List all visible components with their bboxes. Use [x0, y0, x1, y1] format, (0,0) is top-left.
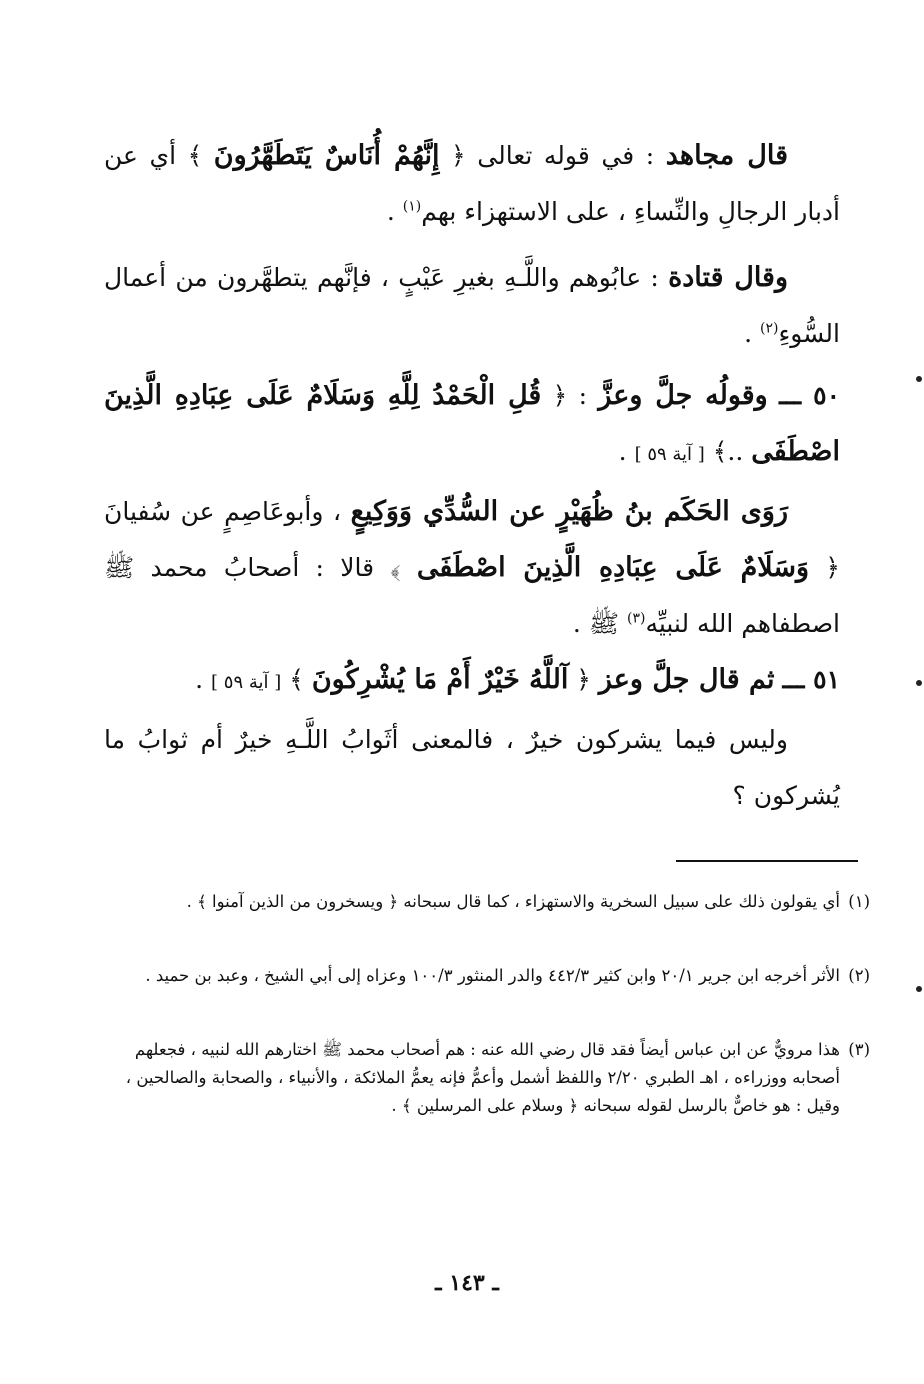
footnote-ref[interactable]: (١) — [402, 198, 422, 215]
text-run: : ﴿ — [541, 381, 599, 410]
paragraph-qatada — [104, 250, 840, 362]
quran-quote: إِنَّهُمْ أُنَاسٌ يَتَطَهَّرُونَ — [213, 140, 440, 171]
margin-speck — [916, 680, 922, 686]
text-run: وليس فيما يشركون خيرٌ ، فالمعنى أثَوابُ اللَّـهِ خيرٌ أم ثوابُ ما يُشركون ؟ — [104, 725, 840, 810]
paragraph-mujahid — [104, 128, 840, 240]
section-number: ٥١ ـــ — [782, 665, 840, 694]
text-run: ﴿ — [568, 665, 599, 694]
margin-speck — [916, 986, 922, 992]
quran-quote: وَسَلَامٌ عَلَى عِبَادِهِ الَّذِينَ اصْطَفَى — [416, 552, 810, 583]
footnote-text: هذا مرويٌّ عن ابن عباس أيضاً فقد قال رضي الله عنه : هم أصحاب محمد ﷺ اختارهم الله لنبيه ، فجعلهم أصحابه ووزراءه ، اهـ الطبري ٢/٢٠ واللفظ أشمل وأعمُّ فإنه يعمُّ الملائكة ، والأنبياء ، والصحابة والصالحين ، وقيل : هو خاصٌّ بالرسل لقوله سبحانه ﴿ وسلام على المرسلين ﴾ . — [125, 1040, 840, 1115]
footnote-ref[interactable]: (٢) — [759, 320, 779, 337]
footnote-number: (٢) — [848, 966, 870, 985]
margin-speck — [916, 376, 922, 382]
quran-quote: آللَّهُ خَيْرٌ أَمْ مَا يُشْرِكُونَ — [311, 664, 569, 695]
narrator-chain: رَوَى الحَكَم بنُ ظُهَيْرٍ عن السُّدِّي وَوَكِيعٍ — [350, 496, 788, 527]
page-number: ـ ١٤٣ ـ — [435, 1270, 499, 1296]
paragraph-verse-51 — [104, 652, 840, 711]
text-run: . — [386, 197, 403, 226]
text-run: . — [618, 437, 635, 466]
text-run: ﴾ قالا : أصحابُ محمد ﷺ اصطفاهم الله لنبيِّه — [104, 553, 840, 638]
text-run: : عابُوهم واللَّـهِ بغيرِ عَيْبٍ ، فإنَّهم يتطهَّرون من أعمال السُّوءِ — [104, 263, 840, 348]
paragraph-explanation — [104, 712, 840, 824]
heading-phrase: وقولُه جلَّ وعزَّ — [598, 380, 768, 411]
footnote-1 — [104, 888, 870, 916]
text-run: . — [744, 319, 760, 348]
text-run: ، وأبوعَاصِمٍ عن سُفيانَ ﴿ — [104, 497, 840, 582]
text-run: . — [195, 665, 212, 694]
footnote-2 — [104, 962, 870, 990]
text-run: : في قوله تعالى ﴿ — [439, 141, 666, 170]
section-number: ٥٠ ـــ — [779, 381, 840, 410]
paragraph-narration — [104, 484, 840, 652]
footnote-number: (٣) — [848, 1040, 870, 1059]
text-run: ﷺ . — [572, 609, 627, 638]
verse-reference: [ آية ٥٩ ] — [211, 672, 282, 693]
text-run: ..﴾ — [704, 437, 752, 466]
text-run: ﴾ أي عن أدبار الرجالِ والنِّساءِ ، على الاستهزاء بهم — [104, 141, 840, 226]
footnote-separator — [676, 860, 858, 862]
footnote-3 — [104, 1036, 870, 1120]
footnote-text: الأثر أخرجه ابن جرير ٢٠/١ وابن كثير ٤٤٢/٣ والدر المنثور ١٠٠/٣ وعزاه إلى أبي الشيخ ، وعبد بن حميد . — [145, 966, 840, 985]
heading-phrase: ثم قال جلَّ وعز — [598, 664, 775, 695]
speaker-name: قال مجاهد — [665, 140, 788, 171]
footnote-text: أي يقولون ذلك على سبيل السخرية والاستهزاء ، كما قال سبحانه ﴿ ويسخرون من الذين آمنوا ﴾ . — [186, 892, 840, 911]
footnote-number: (١) — [848, 892, 870, 911]
text-run: ﴾ — [281, 665, 312, 694]
speaker-name: وقال قتادة — [668, 262, 788, 293]
paragraph-verse-50 — [104, 368, 840, 483]
quran-quote: قُلِ الْحَمْدُ لِلَّهِ وَسَلَامٌ عَلَى عِبَادِهِ الَّذِينَ اصْطَفَى — [104, 380, 840, 467]
footnote-ref[interactable]: (٣) — [626, 610, 646, 627]
verse-reference: [ آية ٥٩ ] — [634, 444, 705, 465]
